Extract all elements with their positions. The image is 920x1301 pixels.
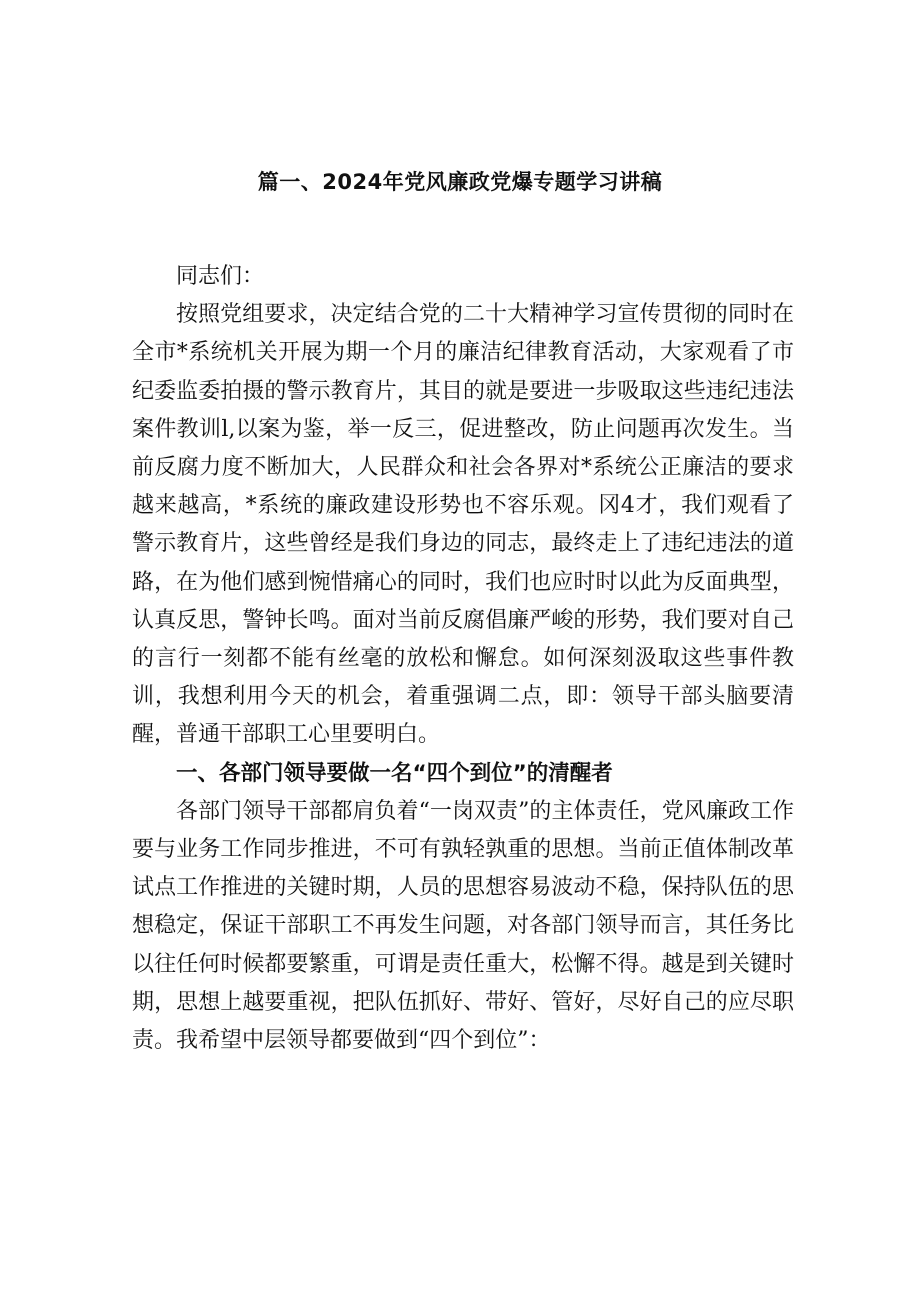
paragraph-intro: 按照党组要求，决定结合党的二十大精神学习宣传贯彻的同时在全市*系统机关开展为期一个月的廉洁纪律教育活动，大家观看了市纪委监委拍摄的警示教育片，其目的就是要进一步吸取这些违纪违法案件教训l,以案为鉴，举一反三，促进整改，防止问题再次发生。当前反腐力度不断加大，人民群众和社会各界对*系统公正廉洁的要求越来越高，*系统的廉政建设形势也不容乐观。冈4才，我们观看了警示教育片，这些曾经是我们身边的同志，最终走上了违纪违法的道路，在为他们感到惋惜痛心的同时，我们也应时时以此为反面典型，认真反思，警钟长鸣。面对当前反腐倡廉严峻的形势，我们要对自己的言行一刻都不能有丝毫的放松和懈怠。如何深刻汲取这些事件教训，我想利用今天的机会，着重强调二点，即：领导干部头脑要清醒，普通干部职工心里要明白。: [132, 302, 794, 748]
paragraph-section-1: 各部门领导干部都肩负着“一岗双责”的主体责任，党风廉政工作要与业务工作同步推进，不可有孰轻孰重的思想。当前正值体制改革试点工作推进的关键时期，人员的思想容易波动不稳，保持队伍的思想稳定，保证干部职工不再发生问题，对各部门领导而言，其任务比以往任何时候都要繁重，可谓是责任重大，松懈不得。越是到关键时期，思想上越要重视，把队伍抓好、带好、管好，尽好自己的应尽职责。我希望中层领导都要做到“四个到位”：: [132, 798, 794, 1054]
section-heading: 一、各部门领导要做一名“四个到位”的清醒者: [176, 760, 613, 786]
greeting: 同志们：: [176, 264, 265, 289]
document-body: [132, 258, 794, 1060]
document-title: 篇一、2024年党风廉政党爆专题学习讲稿: [257, 170, 663, 194]
